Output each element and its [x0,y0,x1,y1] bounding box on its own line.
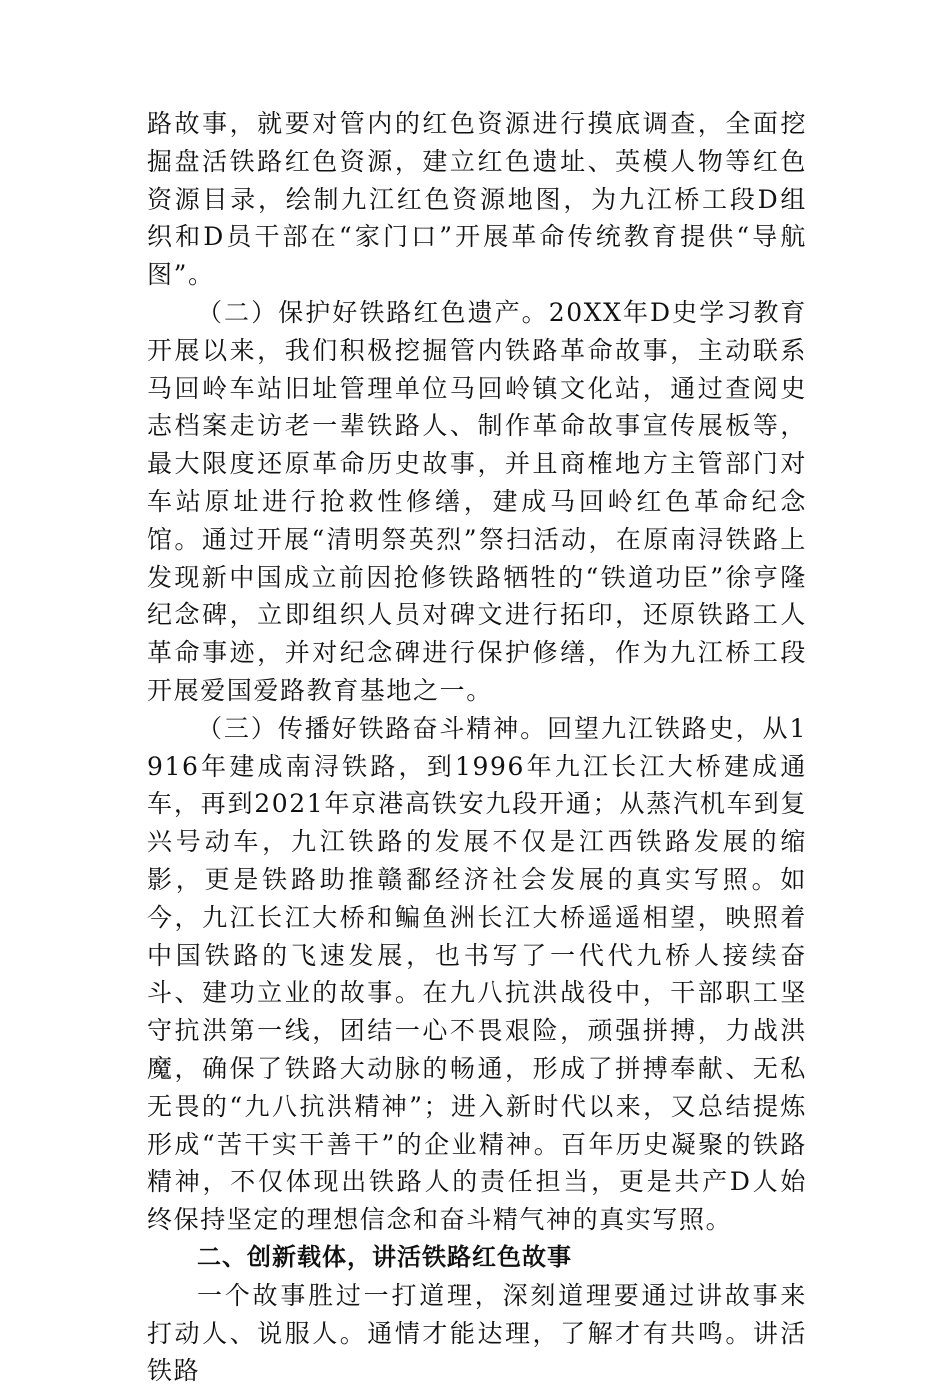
paragraph-protect-heritage [147,294,807,710]
paragraph-spread-spirit [147,710,807,1239]
paragraph-text: 路故事，就要对管内的红色资源进行摸底调查，全面挖掘盘活铁路红色资源，建立红色遗址、英模人物等红色资源目录，绘制九江红色资源地图，为九江桥工段D组织和D员干部在“家门口”开展革命传统教育提供“导航图”。 [147,109,807,290]
paragraph-lead: （三）传播好铁路奋斗精神。 [197,713,548,743]
paragraph-text: 一个故事胜过一打道理，深刻道理要通过讲故事来打动人、说服人。通情才能达理，了解才有共鸣。讲活铁路 [147,1280,807,1386]
paragraph-text: 20XX年D史学习教育开展以来，我们积极挖掘管内铁路革命故事，主动联系马回岭车站旧址管理单位马回岭镇文化站，通过查阅史志档案走访老一辈铁路人、制作革命故事宣传展板等，最大限度还原革命历史故事，并且商榷地方主管部门对车站原址进行抢救性修缮，建成马回岭红色革命纪念馆。通过开展“清明祭英烈”祭扫活动，在原南浔铁路上发现新中国成立前因抢修铁路牺牲的“铁道功臣”徐亨隆纪念碑，立即组织人员对碑文进行拓印，还原铁路工人革命事迹，并对纪念碑进行保护修缮，作为九江桥工段开展爱国爱路教育基地之一。 [147,297,807,705]
section-heading: 二、创新载体，讲活铁路红色故事 [197,1242,572,1271]
document-body [147,105,807,1390]
paragraph-closing [147,1277,807,1390]
paragraph-lead: （二）保护好铁路红色遗产。 [197,297,549,327]
paragraph-continuation [147,105,807,294]
paragraph-text: 回望九江铁路史，从1916年建成南浔铁路，到1996年九江长江大桥建成通车，再到2021年京港高铁安九段开通；从蒸汽机车到复兴号动车，九江铁路的发展不仅是江西铁路发展的缩影，更是铁路助推赣鄱经济社会发展的真实写照。如今，九江长江大桥和鳊鱼洲长江大桥遥遥相望，映照着中国铁路的飞速发展，也书写了一代代九桥人接续奋斗、建功立业的故事。在九八抗洪战役中，干部职工坚守抗洪第一线，团结一心不畏艰险，顽强拼搏，力战洪魔，确保了铁路大动脉的畅通，形成了拼搏奉献、无私无畏的“九八抗洪精神”；进入新时代以来，又总结提炼形成“苦干实干善干”的企业精神。百年历史凝聚的铁路精神，不仅体现出铁路人的责任担当，更是共产D人始终保持坚定的理想信念和奋斗精气神的真实写照。 [147,713,807,1235]
